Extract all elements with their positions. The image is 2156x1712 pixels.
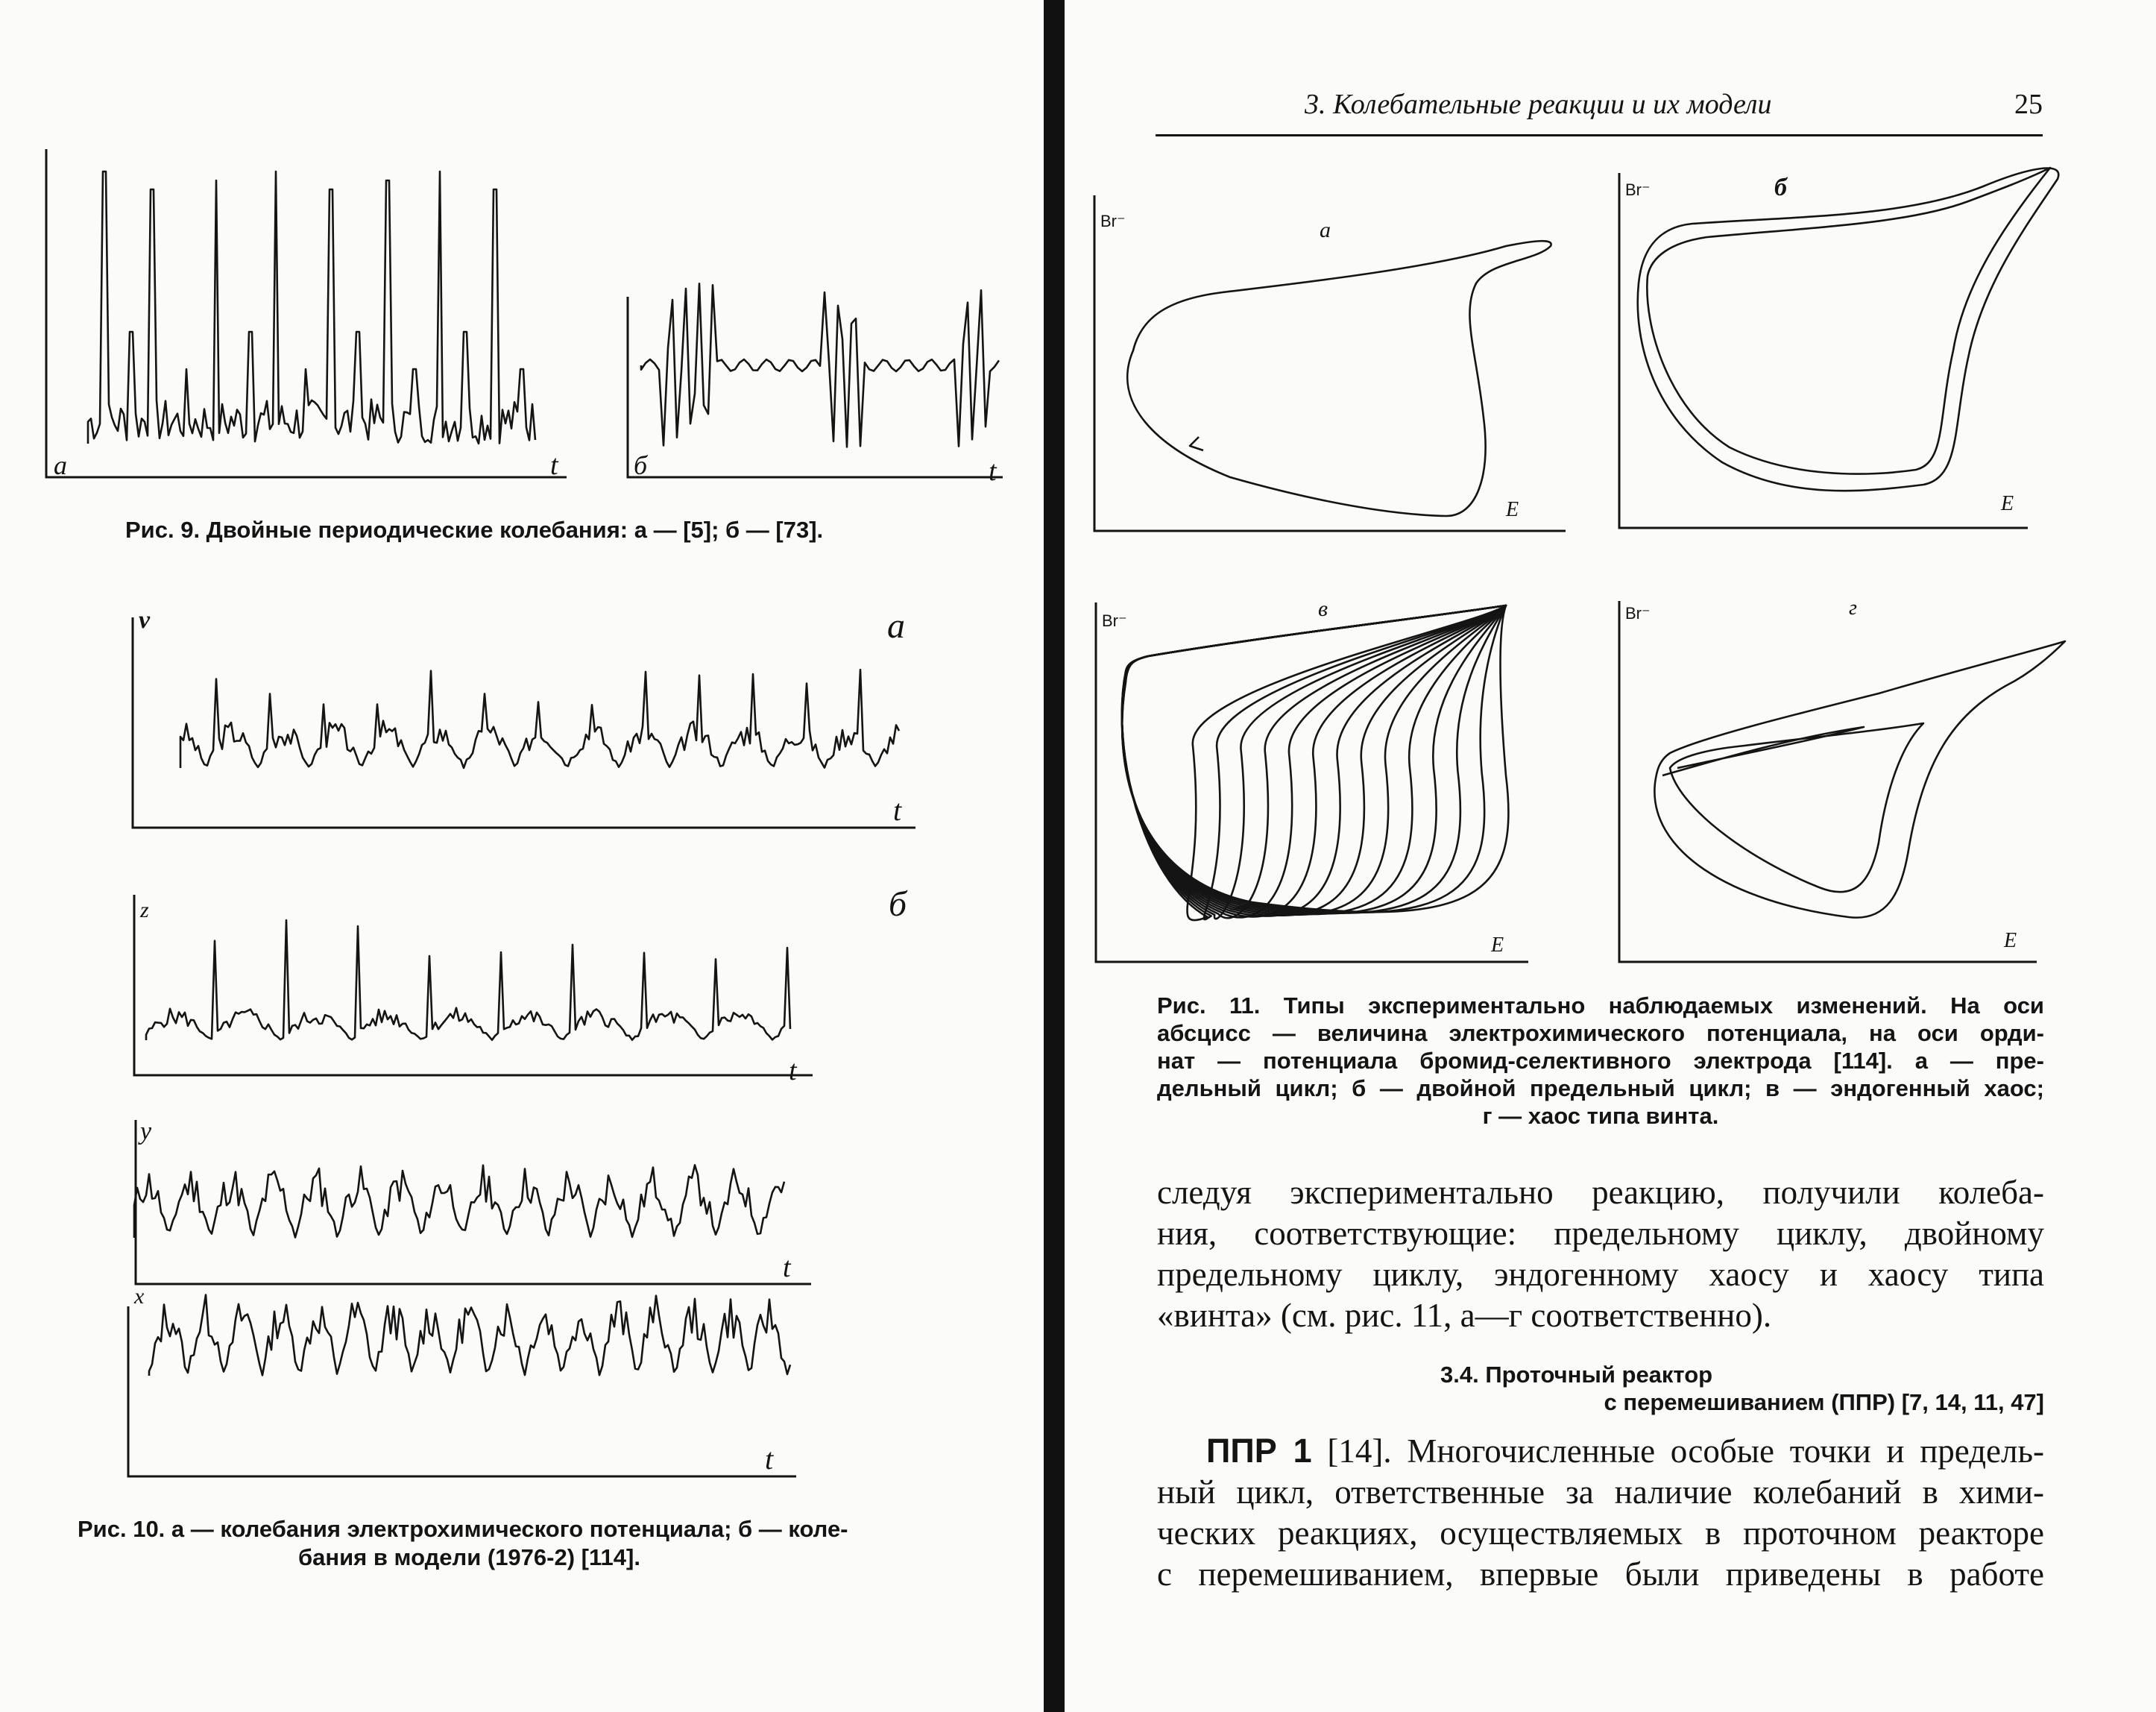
fig10x-label: x xyxy=(134,1284,145,1309)
fig9b-label: б xyxy=(634,450,648,480)
fig10a-v-label: v xyxy=(139,606,151,634)
fig9-caption: Рис. 9. Двойные периодические колебания: а — [5]; б — [73]. xyxy=(125,517,824,543)
section-heading xyxy=(1157,1361,2044,1416)
fig11c-x-label: E xyxy=(1491,934,1504,957)
fig9a-trace xyxy=(88,171,535,444)
fig11b-y-label: Br⁻ xyxy=(1625,180,1651,199)
fig11c-letter: в xyxy=(1318,597,1328,621)
fig9b-trace xyxy=(641,283,999,447)
paragraph-2-line: с перемешиванием, впервые были приведены в работе xyxy=(1157,1555,2044,1593)
fig11-caption xyxy=(1157,992,2044,1130)
fig11a-axes xyxy=(1094,195,1566,531)
paragraph-2-line: ный цикл, ответственные за наличие колебаний в хими- xyxy=(1157,1473,2044,1511)
fig10a-trace xyxy=(180,670,899,768)
fig10z-label: z xyxy=(140,898,149,922)
paragraph-1-line: предельному циклу, эндогенному хаосу и хаосу типа xyxy=(1157,1256,2044,1293)
fig11d-y-label: Br⁻ xyxy=(1625,604,1651,623)
fig11-caption-line: дельный цикл; б — двойной предельный цикл; в — эндогенный хаос; xyxy=(1157,1075,2044,1101)
fig11-caption-line: нат — потенциала бромид-селективного электрода [114]. а — пре- xyxy=(1157,1048,2044,1074)
fig11b-x-label: E xyxy=(2001,492,2014,515)
fig11-caption-line: Рис. 11. Типы экспериментально наблюдаемых изменений. На оси xyxy=(1157,992,2044,1019)
fig11d-letter: г xyxy=(1849,597,1857,620)
fig11-caption-line: абсцисс — величина электрохимического потенциала, на оси орди- xyxy=(1157,1020,2044,1046)
header-title: 3. Колебательные реакции и их модели xyxy=(1305,89,1772,120)
fig10a-letter: а xyxy=(887,606,905,646)
fig11a-arrow xyxy=(1190,437,1203,450)
fig11d-x-label: E xyxy=(2004,929,2017,952)
paragraph-1-line: следуя экспериментально реакцию, получили колеба- xyxy=(1157,1174,2044,1211)
paragraph-2-line: ППР 1 [14]. Многочисленные особые точки и предель- xyxy=(1206,1432,2044,1470)
fig10x-t-label: t xyxy=(765,1442,774,1476)
paragraph-1-line: ния, соответствующие: предельному циклу, двойному xyxy=(1157,1215,2044,1252)
fig11a-curve xyxy=(1127,241,1551,516)
fig10b-letter: б xyxy=(889,884,907,924)
fig10-caption-line1: Рис. 10. а — колебания электрохимического потенциала; б — коле- xyxy=(78,1516,848,1542)
fig11c-curves xyxy=(1122,605,1509,920)
right-page xyxy=(1059,0,2156,1712)
fig10y-label: y xyxy=(140,1118,152,1145)
section-heading-line1: 3.4. Проточный реактор xyxy=(1440,1362,1713,1388)
fig11-caption-line: г — хаос типа винта. xyxy=(1482,1103,1719,1129)
fig11b-letter: б xyxy=(1774,174,1787,201)
section-heading-line2: с перемешиванием (ППР) [7, 14, 11, 47] xyxy=(1604,1389,2044,1415)
fig10-caption-line2: бания в модели (1976-2) [114]. xyxy=(298,1544,640,1570)
paragraph-1 xyxy=(1157,1172,2044,1336)
fig10z-trace xyxy=(146,920,790,1040)
fig11c-y-label: Br⁻ xyxy=(1102,611,1127,630)
paragraph-2 xyxy=(1157,1430,2044,1595)
fig10z-t-label: t xyxy=(789,1055,797,1086)
fig11a-letter: а xyxy=(1320,218,1331,242)
fig9b-t-label: t xyxy=(989,456,997,487)
fig11d-curve-inner xyxy=(1670,723,1923,892)
fig11d-axes xyxy=(1619,601,2037,962)
fig9a-t-label: t xyxy=(550,450,558,481)
fig9a-label: а xyxy=(54,450,67,480)
paragraph-1-line: «винта» (см. рис. 11, а—г соответственно). xyxy=(1157,1297,1772,1334)
ppr-lead: ППР 1 xyxy=(1206,1432,1312,1470)
fig10y-trace xyxy=(134,1165,784,1239)
fig10z-axes xyxy=(134,895,813,1075)
fig10a-axes xyxy=(133,617,915,828)
fig10a-t-label: t xyxy=(893,793,902,827)
fig11b-curve-outer xyxy=(1638,169,2059,491)
paragraph-2-line: ческих реакциях, осуществляемых в проточном реакторе xyxy=(1157,1514,2044,1552)
page-number: 25 xyxy=(2014,89,2043,120)
fig11a-y-label: Br⁻ xyxy=(1100,212,1126,230)
fig11a-x-label: E xyxy=(1506,498,1519,521)
left-figures xyxy=(0,0,1044,1712)
fig10y-t-label: t xyxy=(783,1252,791,1283)
fig11d-curve-outer xyxy=(1654,641,2065,918)
fig10x-trace xyxy=(149,1295,790,1376)
left-page xyxy=(0,0,1044,1712)
fig11d-curve-loop xyxy=(1662,727,1864,775)
